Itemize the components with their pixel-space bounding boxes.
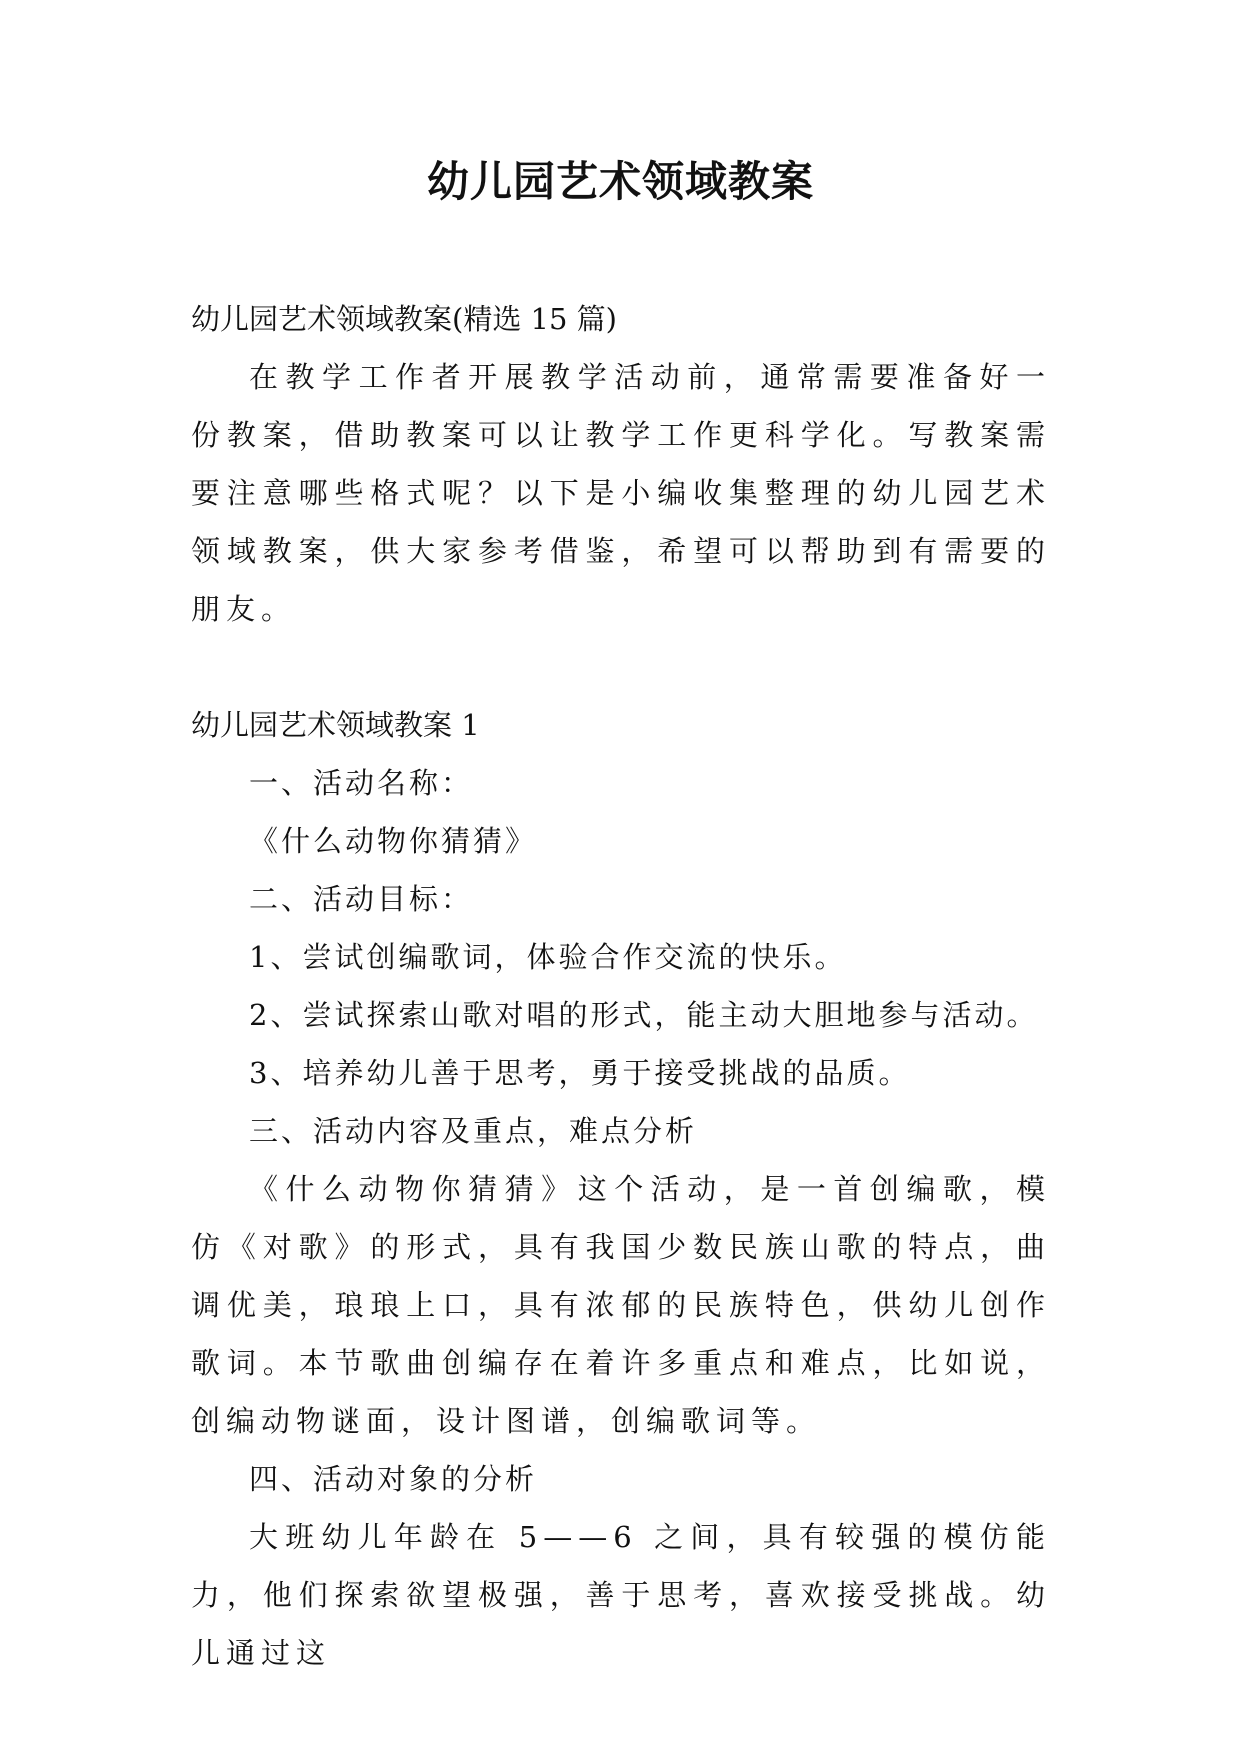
document-title: 幼儿园艺术领域教案 (426, 157, 814, 206)
audience-analysis-paragraph: 大班幼儿年龄在 5——6 之间，具有较强的模仿能力，他们探索欲望极强，善于思考，喜欢接受挑战。幼儿通过这 (191, 1520, 1051, 1670)
content-analysis-label: 三、活动内容及重点，难点分析 (249, 1114, 698, 1148)
paragraph-spacer (191, 638, 1051, 696)
document-subtitle: 幼儿园艺术领域教案(精选 15 篇) (191, 302, 617, 336)
activity-name-label: 一、活动名称： (249, 766, 474, 800)
activity-goal-1: 1、尝试创编歌词，体验合作交流的快乐。 (249, 940, 847, 974)
intro-paragraph: 在教学工作者开展教学活动前，通常需要准备好一份教案，借助教案可以让教学工作更科学化。写教案需要注意哪些格式呢？以下是小编收集整理的幼儿园艺术领域教案，供大家参考借鉴，希望可以帮助到有需要的朋友。 (191, 360, 1051, 626)
activity-name: 《什么动物你猜猜》 (249, 824, 538, 858)
activity-goal-3: 3、培养幼儿善于思考，勇于接受挑战的品质。 (249, 1056, 911, 1090)
document-body (191, 290, 1051, 1682)
section-heading: 幼儿园艺术领域教案 1 (191, 708, 480, 742)
activity-goal-2: 2、尝试探索山歌对唱的形式，能主动大胆地参与活动。 (249, 998, 1039, 1032)
content-analysis-paragraph: 《什么动物你猜猜》这个活动，是一首创编歌，模仿《对歌》的形式，具有我国少数民族山歌的特点，曲调优美，琅琅上口，具有浓郁的民族特色，供幼儿创作歌词。本节歌曲创编存在着许多重点和难点，比如说，创编动物谜面，设计图谱，创编歌词等。 (191, 1172, 1051, 1438)
audience-analysis-label: 四、活动对象的分析 (249, 1462, 538, 1496)
activity-goals-label: 二、活动目标： (249, 882, 474, 916)
